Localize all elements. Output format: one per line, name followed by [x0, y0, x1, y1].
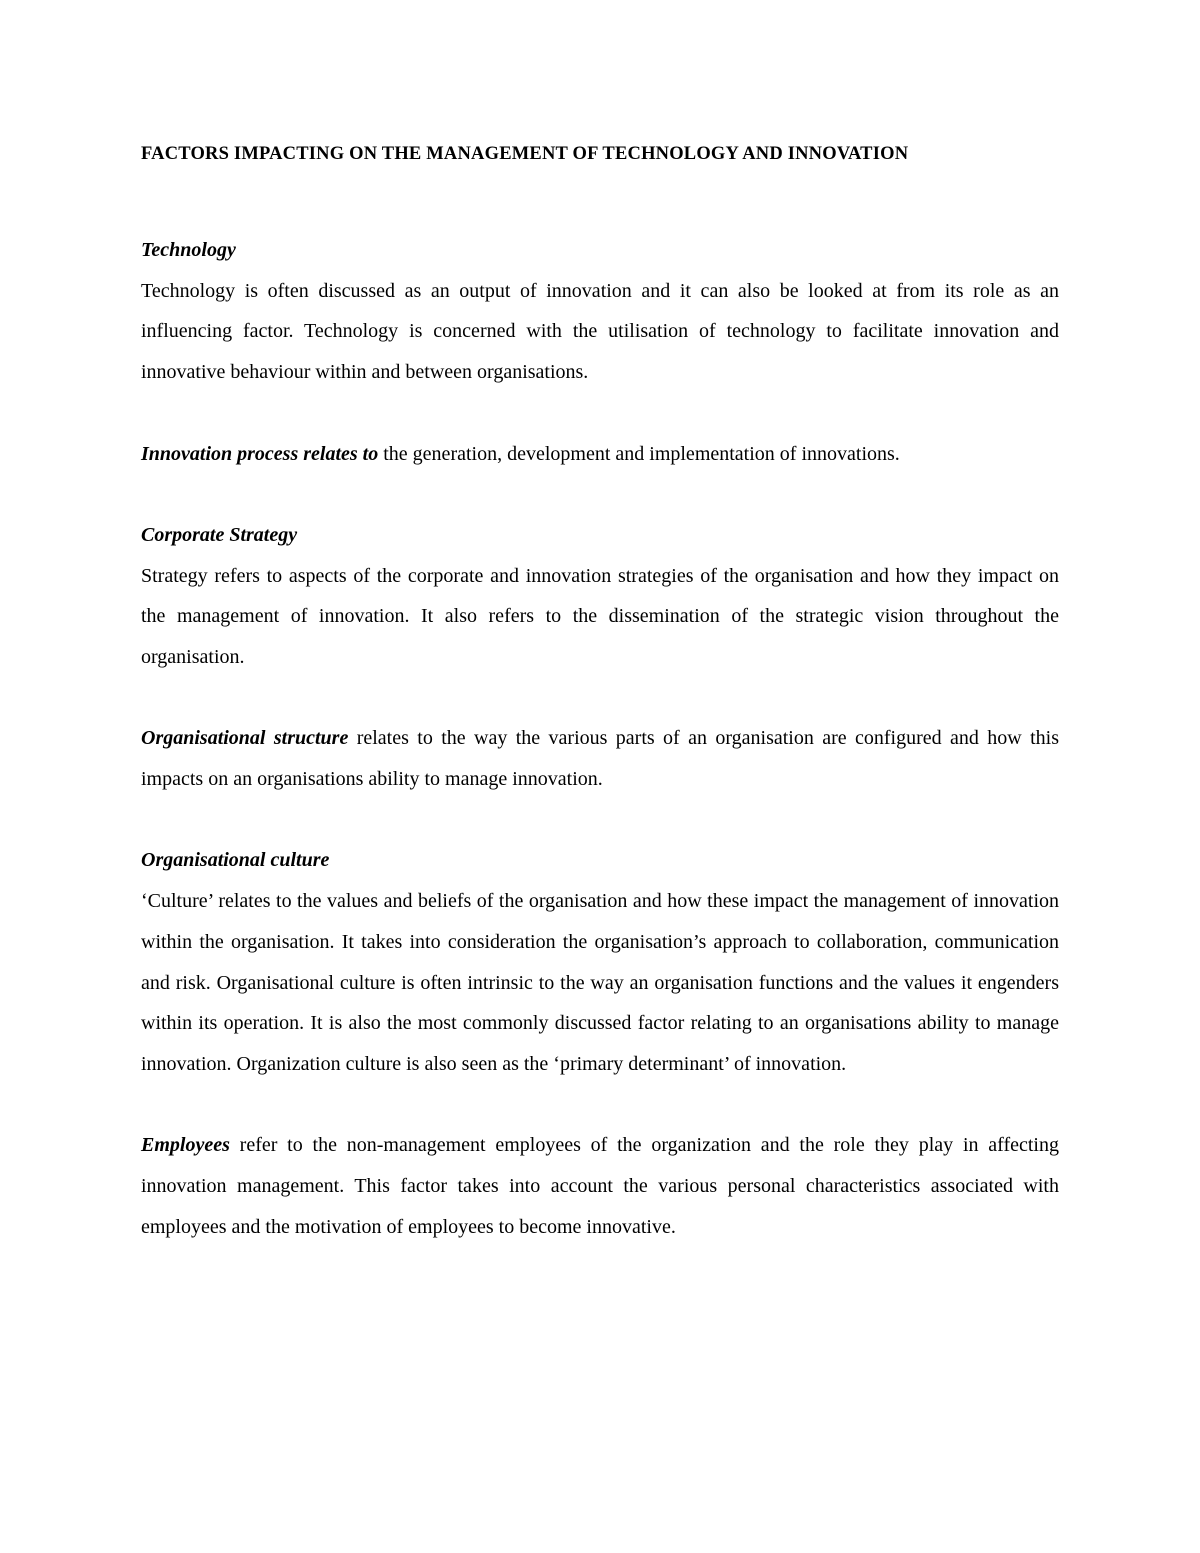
organisational-culture-paragraph: ‘Culture’ relates to the values and beliefs of the organisation and how these impact the management of innovation within the organisation. It takes into consideration the organisation’s approach to collaboration, communication and risk. Organisational culture is often intrinsic to the way an organisation functions and the values it engenders within its operation. It is also the most commonly discussed factor relating to an organisations ability to manage innovation. Organization culture is also seen as the ‘primary determinant’ of innovation. [141, 890, 1059, 1075]
employees-paragraph [141, 1125, 1059, 1247]
section-employees [141, 1125, 1059, 1247]
corporate-strategy-paragraph: Strategy refers to aspects of the corporate and innovation strategies of the organisation and how they impact on the management of innovation. It also refers to the dissemination of the strategic vision throughout the organisation. [141, 564, 1059, 668]
technology-paragraph: Technology is often discussed as an output of innovation and it can also be looked at from its role as an influencing factor. Technology is concerned with the utilisation of technology to facilitate innovation and innovative behaviour within and between organisations. [141, 279, 1059, 384]
innovation-process-body: the generation, development and implementation of innovations. [378, 442, 900, 465]
section-innovation-process [141, 434, 1059, 475]
document-page [141, 140, 1059, 1248]
innovation-process-lead: Innovation process relates to [141, 442, 379, 465]
corporate-strategy-heading: Corporate Strategy [141, 523, 298, 546]
organisational-structure-body: relates to the way the various parts of an organisation are configured and how this impacts on an organisations ability to manage innovation. [141, 727, 1059, 791]
employees-body: refer to the non-management employees of the organization and the role they play in affecting innovation management. This factor takes into account the various personal characteristics associated with employees and the motivation of employees to become innovative. [141, 1134, 1059, 1238]
organisational-culture-heading: Organisational culture [141, 849, 330, 872]
section-organisational-structure [141, 718, 1059, 799]
document-title: FACTORS IMPACTING ON THE MANAGEMENT OF TECHNOLOGY AND INNOVATION [141, 144, 909, 164]
technology-heading: Technology [141, 239, 236, 261]
innovation-process-paragraph [141, 434, 1059, 475]
section-corporate-strategy [141, 515, 1059, 678]
organisational-structure-paragraph [141, 718, 1059, 799]
organisational-structure-lead: Organisational structure [141, 727, 349, 750]
employees-lead: Employees [141, 1134, 230, 1157]
section-organisational-culture [141, 840, 1059, 1084]
section-technology [141, 230, 1059, 393]
